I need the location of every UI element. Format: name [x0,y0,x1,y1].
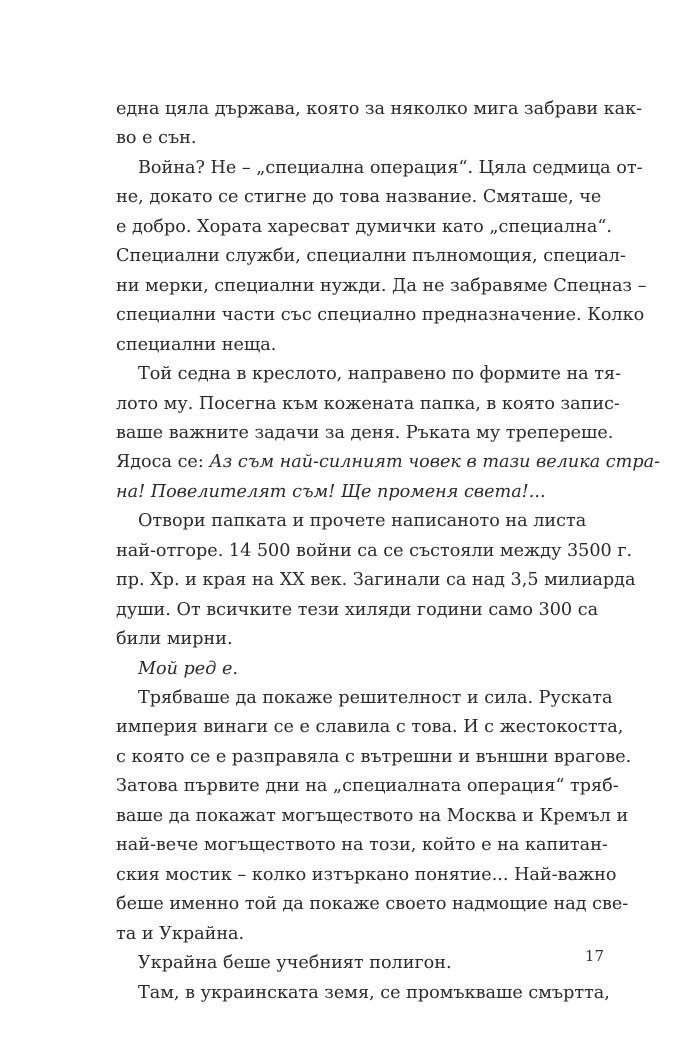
text-segment: специални части със специално предназначение. Колко [116,305,645,326]
text-segment: Той седна в креслото, направено по формите на тя- [138,364,622,385]
text-segment: Украйна беше учебният полигон. [138,953,452,974]
text-segment: не, докато се стигне до това название. Смяташе, че [116,187,602,208]
text-segment: беше именно той да покаже своето надмощие над све- [116,894,629,915]
text-segment: во е сън. [116,128,197,149]
text-line [116,974,610,1012]
text-segment: специални неща. [116,334,277,355]
text-segment: Трябваше да покаже решителност и сила. Руската [138,688,613,708]
text-segment: най-вече могъществото на този, който е на капитан- [116,835,608,856]
text-segment: ваше да покажат могъществото на Москва и Кремъл и [116,805,629,826]
text-segment: Ядоса се: [116,452,210,473]
text-segment: с която се е разправяла с вътрешни и външни врагове. [116,746,632,767]
text-segment: били мирни. [116,629,233,650]
text-segment: Мой ред е. [138,658,238,679]
text-segment: Специални служби, специални пълномощия, специал- [116,246,626,267]
text-segment: ския мостик – колко изтъркано понятие... Най-важно [116,864,617,885]
text-segment: ваше важните задачи за деня. Ръката му трепереше. [116,422,614,443]
italic-thought: Аз съм най-силният човек в тази велика стра- [209,452,661,473]
text-segment: империя винаги се е славила с това. И с жестокостта, [116,717,624,738]
text-segment: най-отгоре. 14 500 войни са се състояли между 3500 г. [116,540,633,561]
text-segment: ни мерки, специални нужди. Да не забравяме Спецназ – [116,275,647,296]
text-segment: Затова първите дни на „специалната операция“ тряб- [116,776,619,797]
text-segment: е добро. Хората харесват думички като „специална“. [116,216,612,237]
text-segment: пр. Хр. и края на ХХ век. Загинали са над 3,5 милиарда [116,570,636,591]
page-number: 17 [584,947,604,965]
text-segment: Война? Не – „специална операция“. Цяла седмица от- [138,157,643,178]
text-segment: Отвори папката и прочете написаното на листа [138,511,587,532]
text-segment: една цяла държава, която за няколко мига забрави как- [116,99,643,119]
text-segment: та и Украйна. [116,923,245,944]
text-segment: лото му. Посегна към кожената папка, в която запис- [116,393,620,414]
text-segment: души. От всичките тези хиляди години само 300 са [116,599,599,620]
text-segment: Там, в украинската земя, се промъкваше смъртта, [138,982,610,1003]
text-segment: на! Повелителят съм! Ще променя света!... [116,481,546,502]
